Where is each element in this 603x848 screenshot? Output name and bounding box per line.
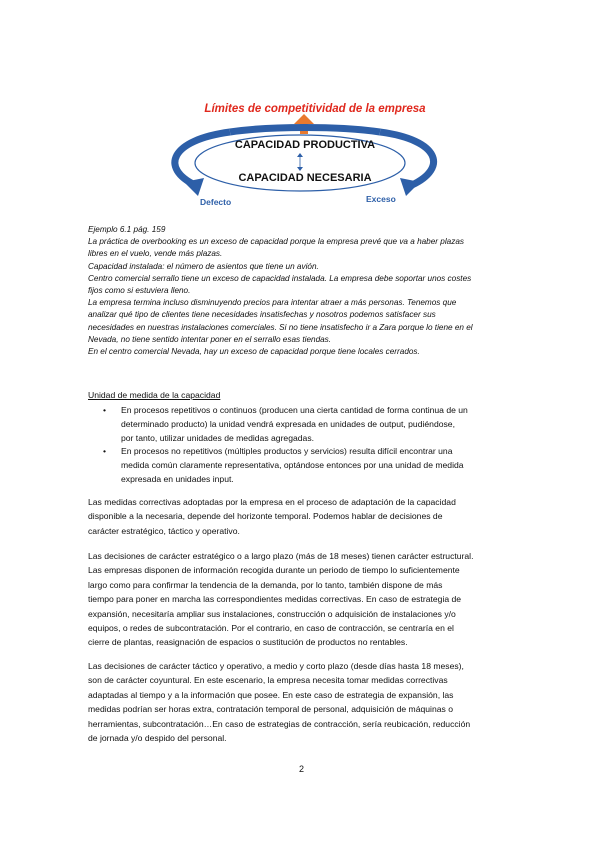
paragraph-line: expansión, necesitaría ampliar sus instalaciones, construcción o adquisición de instalaciones y/o (88, 608, 456, 619)
paragraph-line: carácter estratégico, táctico y operativo. (88, 525, 240, 536)
paragraph-line: de jornada y/o despido del personal. (88, 733, 227, 744)
example-line: Capacidad instalada: el número de asientos que tiene un avión. (88, 261, 319, 271)
paragraph-line: Las decisiones de carácter estratégico o a largo plazo (más de 18 meses) tienen carácter estructural. (88, 551, 474, 561)
example-line: Centro comercial serrallo tiene un exceso de capacidad instalada. La empresa debe soportar unos costes (88, 273, 472, 283)
paragraph-line: son de carácter coyuntural. En este escenario, la empresa necesita tomar medidas correctivas (88, 675, 448, 686)
paragraph-line: Las empresas disponen de información recogida durante un periodo de tiempo lo suficientemente (88, 565, 460, 576)
defecto-label: Defecto (200, 197, 232, 207)
paragraph-line: disponible a la necesaria, depende del horizonte temporal. Podemos hablar de decisiones de (88, 511, 443, 522)
capacity-necesaria-label: CAPACIDAD NECESARIA (238, 172, 372, 184)
paragraph-line: cierre de plantas, reasignación de espacios o sustitución de productos no rentables. (88, 637, 408, 648)
bullet-list (103, 404, 524, 487)
example-line: La empresa termina incluso disminuyendo precios para intentar atraer a más personas. Tenemos que (88, 298, 457, 308)
paragraph-line: Las decisiones de carácter táctico y operativo, a medio y corto plazo (desde días hasta 18 meses), (88, 661, 464, 671)
example-line: fijos como si estuviera lleno. (88, 286, 191, 296)
example-line: Ejemplo 6.1 pág. 159 (88, 225, 166, 234)
example-line: Nevada, no tiene sentido intentar poner en el serrallo esas tiendas. (88, 334, 332, 344)
example-block (88, 224, 528, 358)
page-number: 2 (298, 764, 304, 774)
bullet-line: En procesos repetitivos o continuos (producen una cierta cantidad de forma continua de un (121, 405, 468, 415)
example-line: libres en el vuelo, vende más plazas. (88, 249, 223, 259)
bullet-item (103, 404, 524, 445)
paragraph-line: herramientas, subcontratación…En caso de estrategias de contracción, sería reubicación, reducción (88, 718, 471, 729)
paragraph-tactico (88, 659, 524, 745)
bullet-line: por tanto, utilizar unidades de medidas agregadas. (121, 432, 315, 443)
paragraph-horizonte (88, 495, 524, 538)
paragraph-line: Las medidas correctivas adoptadas por la empresa en el proceso de adaptación de la capacidad (88, 497, 456, 507)
example-line: En el centro comercial Nevada, hay un exceso de capacidad porque tiene locales cerrados. (88, 347, 420, 357)
paragraph-line: medidas podrían ser horas extra, contratación temporal de personal, adquisición de máquinas o (88, 704, 453, 715)
diagram-title: Límites de competitividad de la empresa (204, 103, 426, 115)
bullet-line: En procesos no repetitivos (múltiples productos y servicios) resulta difícil encontrar una (121, 446, 453, 457)
capacity-diagram (0, 0, 603, 220)
paragraph-line: largo como para confirmar la tendencia de la demanda, por lo tanto, también dispone de más (88, 579, 443, 590)
example-line: La práctica de overbooking es un exceso de capacidad porque la empresa prevé que va a haber plazas (88, 237, 464, 247)
bullet-dot: • (103, 446, 107, 457)
exceso-label: Exceso (366, 194, 396, 204)
paragraph-line: tiempo para poner en marcha las correspondientes medidas correctivas. En caso de estrategia de (88, 594, 462, 605)
example-line: analizar qué tipo de clientes tiene necesidades insatisfechas y nosotros podemos satisfacer sus (88, 310, 436, 320)
paragraph-line: adaptadas al tiempo y a la información que posee. En este caso de estrategia de expansión, las (88, 689, 454, 700)
bullet-line: determinado producto) la unidad vendrá expresada en unidades de output, pudiéndose, (121, 418, 455, 429)
paragraph-line: equipos, o redes de subcontratación. Por el contrario, en caso de contracción, se centraría en el (88, 623, 454, 634)
top-arrow-head (294, 114, 314, 124)
bullet-line: medida común claramente representativa, optándose entonces por una unidad de medida (121, 460, 464, 471)
capacity-productiva-label: CAPACIDAD PRODUCTIVA (234, 139, 376, 151)
section-title: Unidad de medida de la capacidad (88, 390, 221, 400)
bullet-dot: • (103, 405, 107, 415)
bullet-item (103, 445, 524, 486)
bullet-line: expresada en unidades input. (121, 473, 234, 484)
paragraph-estrategico (88, 549, 524, 650)
example-line: necesidades en nuestras instalaciones comerciales. Si no tiene insatisfecho ir a Zara porque lo tiene en el (88, 322, 473, 332)
